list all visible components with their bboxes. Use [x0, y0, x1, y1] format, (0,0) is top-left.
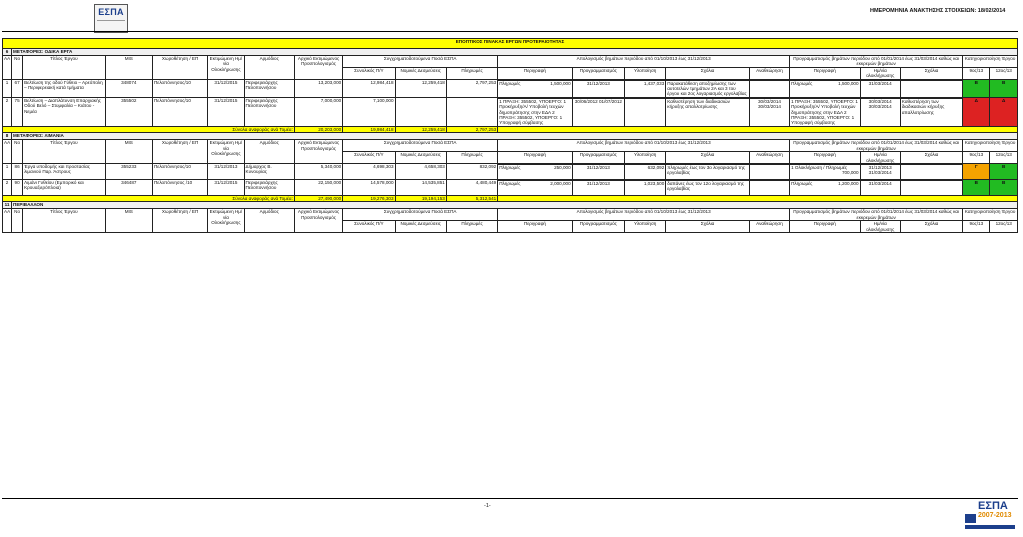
project-aa: 1: [3, 163, 12, 179]
project-est-date: 31/12/2015: [208, 79, 244, 97]
col-classification: Κατηγοριοποίηση Έργου: [963, 209, 1018, 221]
col-no: Νο: [12, 209, 23, 233]
espa-footer-logo: [964, 500, 1016, 532]
section-total-payments: 5,312,541: [446, 195, 497, 201]
classification-q9: Δ: [963, 97, 990, 126]
col-legal: Νομικές Δεσμεύσεις: [395, 221, 446, 233]
project-legal: 4,658,303: [395, 163, 446, 179]
classification-q12: Β: [990, 79, 1018, 97]
col-est-date: Εκτιμώμενη Ημ/νία Ολοκλήρωσης: [208, 140, 244, 164]
project-est-date: 31/12/2015: [208, 179, 244, 195]
classification-q9: Γ: [963, 163, 990, 179]
project-mis: 348074: [105, 79, 152, 97]
report-comment: Παρακατάθεση αποζημίωσης των αυτοτελών τμημάτων 2Α και 3 του έργου και 2ος λογαριασμός εργολαβίας: [666, 80, 750, 97]
section-row: [3, 133, 1018, 140]
project-payments: 832,092: [446, 163, 497, 179]
col-p-comments: Σχόλια: [900, 67, 962, 79]
priority-projects-table: [2, 38, 1018, 233]
project-title: Λιμάνι Γυθείου (Εμπορικό και Κρουαζιερόπλοια): [23, 179, 106, 195]
project-title: Βελτίωση της οδού Γύθειο – Αρεόπολη – Περιφερειακή κατά τμήματα: [23, 79, 106, 97]
report-revision: [749, 80, 789, 97]
eu-flag-icon: [965, 514, 976, 523]
section-total-label: Σύνολα αναφοράς ανά Τομέα:: [3, 126, 295, 132]
col-classification: Κατηγοριοποίηση Έργου: [963, 56, 1018, 68]
col-r-comments: Σχόλια: [666, 152, 750, 164]
col-r-revision: Αναθεώρηση: [749, 67, 789, 79]
column-header-row: [3, 209, 1018, 221]
report-desc-label: Πληρωμές: [499, 164, 521, 170]
col-title: Τίτλος Έργου: [23, 56, 106, 80]
col-cofinanced: Συγχρηματοδοτούμενα Ποσά ΕΣΠΑ: [343, 56, 498, 68]
col-budget: Αρχικό Εκτιμώμενος Προϋπολογισμός: [294, 140, 342, 164]
col-p-description: Περιγραφή: [790, 152, 860, 164]
project-mis: 355233: [105, 163, 152, 179]
plan-desc-amount: 1,500,000: [838, 80, 859, 86]
project-legal: [395, 97, 446, 126]
report-implementation: 1,023,500: [625, 180, 666, 195]
col-total-py: Συνολικός Π/Υ: [343, 221, 395, 233]
col-cofinanced: Συγχρηματοδοτούμενα Ποσά ΕΣΠΑ: [343, 209, 498, 221]
report-implementation: 1,437,033: [625, 80, 666, 97]
footer-logo-year: 2007-2013: [978, 512, 1012, 519]
col-report-period: Απολογισμός βημάτων περιόδου από 01/10/2013 έως 31/12/2013: [498, 56, 790, 68]
project-location: Πελοπόννησος/10: [152, 79, 207, 97]
footer-logo-bar: [965, 525, 1015, 529]
classification-q9: Β: [963, 179, 990, 195]
col-r-implementation: Υλοποίηση: [625, 67, 666, 79]
section-total-label: Σύνολα αναφοράς ανά Τομέα:: [3, 195, 295, 201]
project-mis: 355502: [105, 97, 152, 126]
report-description: [498, 180, 572, 195]
col-budget: Αρχικό Εκτιμώμενος Προϋπολογισμός: [294, 56, 342, 80]
project-aa: 2: [3, 179, 12, 195]
report-description: [498, 98, 572, 126]
project-responsible: Περιφερειάρχης Πελοποννήσου: [244, 97, 294, 126]
section-total-legal: 19,194,153: [395, 195, 446, 201]
plan-comment: Καθυστέρηση των διαδικασιών κήρυξης απαλλοτρίωσης: [900, 98, 962, 126]
col-r-revision: Αναθεώρηση: [749, 221, 789, 233]
col-no: Νο: [12, 140, 23, 164]
col-location: Χωροθέτηση / ΕΠ: [152, 56, 207, 80]
project-no: 75: [12, 97, 23, 126]
report-desc-amount: 250,000: [554, 164, 571, 170]
project-mis: 346487: [105, 179, 152, 195]
project-legal: 14,535,851: [395, 179, 446, 195]
col-plan-period: Προγραμματισμός βημάτων περιόδου από 01/01/2014 έως 31/03/2014 καθώς και εκκρεμών βημάτων: [790, 140, 963, 152]
col-r-implementation: Υλοποίηση: [625, 221, 666, 233]
col-total-py: Συνολικός Π/Υ: [343, 152, 395, 164]
report-comment: δαπάνες έως τον 12ο λογαριασμό της εργολαβίας: [666, 180, 750, 195]
report-revision: 30/03/2014 30/03/2014: [749, 98, 789, 126]
col-cofinanced: Συγχρηματοδοτούμενα Ποσά ΕΣΠΑ: [343, 140, 498, 152]
page-number: -1-: [484, 503, 491, 509]
classification-q12: Δ: [990, 97, 1018, 126]
header-divider: [2, 31, 1018, 32]
section-code: 6: [3, 49, 12, 56]
project-budget: 13,203,000: [294, 79, 342, 97]
report-scheduling: 30/06/2012 01/07/2012: [572, 98, 624, 126]
report-desc-label: Πληρωμές: [499, 180, 521, 186]
report-revision: [749, 180, 789, 195]
plan-description: [790, 80, 860, 97]
col-legal: Νομικές Δεσμεύσεις: [395, 67, 446, 79]
col-r-scheduling: Προγραμματισμός: [572, 67, 624, 79]
col-q12: 12ος/13: [990, 152, 1018, 164]
col-p-date: Ημ/νία ολοκλήρωσης: [860, 67, 900, 79]
project-budget: 5,340,000: [294, 163, 342, 179]
section-total-budget: 27,490,000: [294, 195, 342, 201]
espa-logo-bar: [97, 20, 125, 29]
col-p-description: Περιγραφή: [790, 67, 860, 79]
report-scheduling: 31/12/2013: [572, 180, 624, 195]
col-plan-period: Προγραμματισμός βημάτων περιόδου από 01/01/2014 έως 31/03/2014 καθώς και εκκρεμών βημάτων: [790, 209, 963, 221]
section-code: 11: [3, 202, 12, 209]
section-name: ΜΕΤΑΦΟΡΕΣ: ΛΙΜΑΝΙΑ: [12, 133, 1018, 140]
retrieval-date: ΗΜΕΡΟΜΗΝΙΑ ΑΝΑΚΤΗΣΗΣ ΣΤΟΙΧΕΙΩΝ: 18/02/2014: [870, 8, 1006, 14]
col-p-comments: Σχόλια: [900, 152, 962, 164]
col-r-revision: Αναθεώρηση: [749, 152, 789, 164]
col-payments: Πληρωμές: [446, 152, 497, 164]
section-code: 8: [3, 133, 12, 140]
plan-comment: [900, 80, 962, 97]
section-total-payments: 2,797,253: [446, 126, 497, 132]
plan-date: 31/12/2013 31/03/2014: [860, 164, 900, 179]
plan-desc-amount: 700,000: [841, 170, 859, 176]
report-scheduling: 31/12/2013: [572, 164, 624, 179]
report-revision: [749, 164, 789, 179]
footer-logo-text: ΕΣΠΑ: [978, 500, 1008, 512]
col-payments: Πληρωμές: [446, 221, 497, 233]
report-description: [498, 80, 572, 97]
col-responsible: Αρμόδιος: [244, 56, 294, 80]
report-desc-label: 1 ΠΡΑΞΗ: 355502, ΥΠΟΕΡΓΟ: 1 Προκήρυξη/Α/ Υποβολή τευχών δημοπράτησης στην ΕΔΑ 2 ΠΡΑΞΗ: 355502, ΥΠΟΕΡΓΟ: 1 Υπογραφή σύμβασης: [499, 98, 567, 126]
plan-desc-label: 1 ΠΡΑΞΗ: 355502, ΥΠΟΕΡΓΟ: 1 Προκήρυξη/Α/ Υποβολή τευχών δημοπράτησης στην ΕΔΑ 2 ΠΡΑΞΗ: 355502, ΥΠΟΕΡΓΟ: 1 Υπογραφή σύμβασης: [791, 98, 858, 126]
col-p-comments: Σχόλια: [900, 221, 962, 233]
project-est-date: 31/12/2013: [208, 163, 244, 179]
col-title: Τίτλος Έργου: [23, 209, 106, 233]
project-total-py: 12,984,418: [343, 79, 395, 97]
col-classification: Κατηγοριοποίηση Έργου: [963, 140, 1018, 152]
report-comment: πληρωμές έως τον 3ο λογαριασμό της εργολαβίας: [666, 164, 750, 179]
column-header-row: [3, 140, 1018, 152]
section-name: ΜΕΤΑΦΟΡΕΣ: ΟΔΙΚΑ ΕΡΓΑ: [12, 49, 1018, 56]
project-no: 67: [12, 79, 23, 97]
espa-logo-text: ΕΣΠΑ: [98, 7, 124, 17]
section-name: ΠΕΡΙΒΑΛΛΟΝ: [12, 202, 1018, 209]
project-budget: 7,000,000: [294, 97, 342, 126]
project-budget: 22,150,000: [294, 179, 342, 195]
project-total-py: 14,578,000: [343, 179, 395, 195]
col-r-implementation: Υλοποίηση: [625, 152, 666, 164]
project-payments: 2,797,253: [446, 79, 497, 97]
col-responsible: Αρμόδιος: [244, 140, 294, 164]
project-aa: 2: [3, 97, 12, 126]
project-location: Πελοπόννησος/10: [152, 97, 207, 126]
plan-description: [790, 98, 860, 126]
table-title-row: [3, 39, 1018, 49]
col-r-description: Περιγραφή: [498, 221, 572, 233]
report-desc-amount: 2,000,000: [550, 180, 571, 186]
col-est-date: Εκτιμώμενη Ημ/νία Ολοκλήρωσης: [208, 209, 244, 233]
col-q12: 12ος/13: [990, 67, 1018, 79]
project-payments: 4,480,449: [446, 179, 497, 195]
project-est-date: 31/12/2015: [208, 97, 244, 126]
report-desc-amount: 1,500,000: [550, 80, 571, 86]
col-p-date: Ημ/νία ολοκλήρωσης: [860, 152, 900, 164]
col-location: Χωροθέτηση / ΕΠ: [152, 140, 207, 164]
project-total-py: 7,100,000: [343, 97, 395, 126]
plan-date: 31/03/2014: [860, 180, 900, 195]
plan-date: 31/03/2014: [860, 80, 900, 97]
plan-desc-amount: 1,200,000: [838, 180, 859, 186]
plan-desc-label: 1 Ολοκλήρωση / Πληρωμές: [791, 164, 848, 170]
section-total-py: 19,984,418: [343, 126, 395, 132]
project-location: Πελοπόννησος /10: [152, 179, 207, 195]
project-aa: 1: [3, 79, 12, 97]
project-location: Πελοπόννησος/10: [152, 163, 207, 179]
col-aa: ΑΑ: [3, 209, 12, 233]
col-q9: 9ος/13: [963, 67, 990, 79]
col-title: Τίτλος Έργου: [23, 140, 106, 164]
project-total-py: 4,698,303: [343, 163, 395, 179]
project-legal: 12,259,418: [395, 79, 446, 97]
col-payments: Πληρωμές: [446, 67, 497, 79]
table-title: ΕΠΟΠΤΙΚΟΣ ΠΙΝΑΚΑΣ ΕΡΓΩΝ ΠΡΟΤΕΡΑΙΟΤΗΤΑΣ: [3, 39, 1018, 49]
section-total-legal: 12,259,418: [395, 126, 446, 132]
col-r-description: Περιγραφή: [498, 152, 572, 164]
project-title: Έργα υποδομής και προστασίας λιμανιού Παρ. Άστρους: [23, 163, 106, 179]
col-budget: Αρχικό Εκτιμώμενος Προϋπολογισμός: [294, 209, 342, 233]
col-p-description: Περιγραφή: [790, 221, 860, 233]
col-est-date: Εκτιμώμενη Ημ/νία Ολοκλήρωσης: [208, 56, 244, 80]
section-row: [3, 202, 1018, 209]
section-total-py: 19,276,303: [343, 195, 395, 201]
col-aa: ΑΑ: [3, 56, 12, 80]
report-implementation: 632,092: [625, 164, 666, 179]
footer-divider: [2, 498, 1018, 499]
col-r-scheduling: Προγραμματισμός: [572, 152, 624, 164]
col-responsible: Αρμόδιος: [244, 209, 294, 233]
col-mis: MIS: [105, 56, 152, 80]
col-r-description: Περιγραφή: [498, 67, 572, 79]
plan-description: [790, 164, 860, 179]
col-q12: 12ος/13: [990, 221, 1018, 233]
section-total-budget: 20,203,000: [294, 126, 342, 132]
report-comment: Καθυστέρηση των διαδικασιών κήρυξης απαλλοτρίωσης: [666, 98, 750, 126]
project-title: Βελτίωση – Διαπλάτυνση Επαρχιακής Οδού Βελό – Στυμφαλία – Κιάτου - Νεμέα: [23, 97, 106, 126]
col-p-date: Ημ/νία ολοκλήρωσης: [860, 221, 900, 233]
project-no: 90: [12, 179, 23, 195]
project-no: 86: [12, 163, 23, 179]
classification-q12: Β: [990, 179, 1018, 195]
espa-logo: [94, 4, 128, 33]
plan-comment: [900, 180, 962, 195]
col-mis: MIS: [105, 140, 152, 164]
col-location: Χωροθέτηση / ΕΠ: [152, 209, 207, 233]
plan-description: [790, 180, 860, 195]
project-payments: [446, 97, 497, 126]
col-report-period: Απολογισμός βημάτων περιόδου από 01/10/2013 έως 31/12/2013: [498, 140, 790, 152]
col-legal: Νομικές Δεσμεύσεις: [395, 152, 446, 164]
col-no: Νο: [12, 56, 23, 80]
col-total-py: Συνολικός Π/Υ: [343, 67, 395, 79]
report-implementation: [625, 98, 666, 126]
col-aa: ΑΑ: [3, 140, 12, 164]
section-row: [3, 49, 1018, 56]
classification-q12: Β: [990, 163, 1018, 179]
col-q9: 9ος/13: [963, 221, 990, 233]
project-responsible: Δήμαρχος Β. Κυνουρίας: [244, 163, 294, 179]
plan-desc-label: Πληρωμές: [791, 180, 813, 186]
col-r-comments: Σχόλια: [666, 67, 750, 79]
report-description: [498, 164, 572, 179]
column-header-row: [3, 56, 1018, 68]
report-scheduling: 31/12/2013: [572, 80, 624, 97]
col-q9: 9ος/13: [963, 152, 990, 164]
plan-desc-label: Πληρωμές: [791, 80, 813, 86]
col-report-period: Απολογισμός βημάτων περιόδου από 01/10/2013 έως 31/12/2013: [498, 209, 790, 221]
project-responsible: Περιφερειάρχης Πελοποννήσου: [244, 79, 294, 97]
col-mis: MIS: [105, 209, 152, 233]
plan-date: 30/03/2014 30/03/2014: [860, 98, 900, 126]
col-plan-period: Προγραμματισμός βημάτων περιόδου από 01/01/2014 έως 31/03/2014 καθώς και εκκρεμών βημάτων: [790, 56, 963, 68]
plan-comment: [900, 164, 962, 179]
col-r-scheduling: Προγραμματισμός: [572, 221, 624, 233]
col-r-comments: Σχόλια: [666, 221, 750, 233]
report-desc-label: Πληρωμές: [499, 80, 521, 86]
classification-q9: Β: [963, 79, 990, 97]
project-responsible: Περιφερειάρχης Πελοποννήσου: [244, 179, 294, 195]
